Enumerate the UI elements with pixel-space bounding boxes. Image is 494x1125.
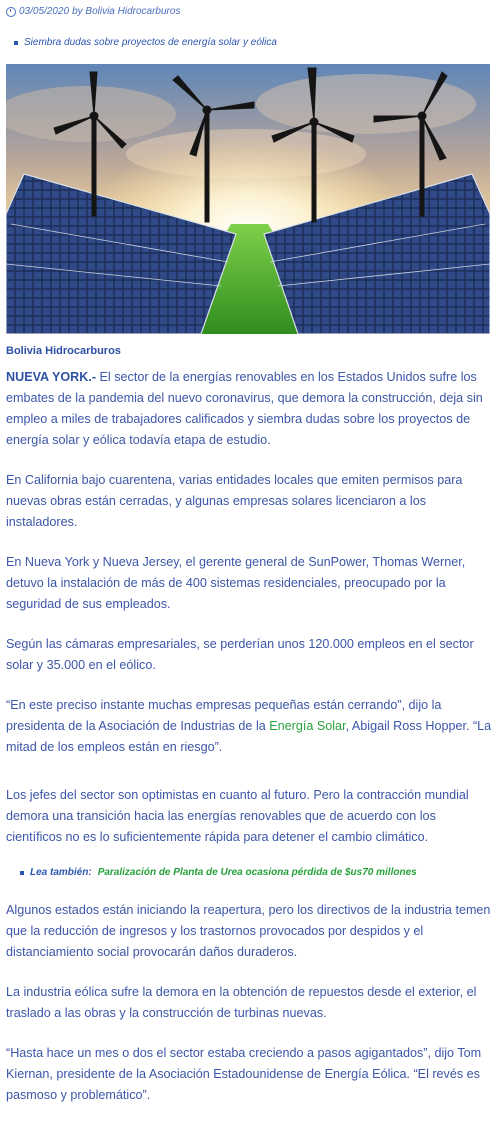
read-also-title[interactable]: Paralización de Planta de Urea ocasiona pérdida de $us70 millones [97, 867, 417, 878]
post-meta [6, 6, 180, 17]
paragraph-1-text: El sector de la energías renovables en los Estados Unidos sufre los embates de la pandemia del nuevo coronavirus, que demora la construcción, deja sin empleo a miles de trabajadores calificados y siembra dudas sobre los proyectos de energía solar y eólica todavía etapa de estudio. [6, 370, 483, 447]
related-link-label[interactable]: Siembra dudas sobre proyectos de energía solar y eólica [24, 37, 277, 48]
dateline: NUEVA YORK.- [6, 370, 97, 384]
post-date: 03/05/2020 [19, 6, 70, 17]
paragraph-8: La industria eólica sufre la demora en la obtención de repuestos desde el exterior, el traslado a las obras y la construcción de turbinas nuevas. [6, 985, 477, 1020]
bullet-icon [14, 41, 18, 45]
paragraph-6: Los jefes del sector son optimistas en cuanto al futuro. Pero la contracción mundial demora una transición hacia las energías renovables que de acuerdo con los científicos no es lo suficientemente rápida para detener el cambio climático. [6, 788, 469, 844]
paragraph-7: Algunos estados están iniciando la reapertura, pero los directivos de la industria temen que la reducción de ingresos y los trastornos provocados por despidos y el distanciamiento social provocarán daños duraderos. [6, 903, 491, 959]
energia-solar-link[interactable]: Energía Solar [269, 719, 346, 733]
related-link[interactable] [14, 37, 277, 48]
paragraph-2: En California bajo cuarentena, varias entidades locales que emiten permisos para nuevas obras están cerradas, y algunas empresas solares licenciaron a los instaladores. [6, 473, 463, 529]
clock-icon [6, 7, 16, 17]
bullet-icon [20, 871, 24, 875]
post-author[interactable]: by Bolivia Hidrocarburos [72, 6, 181, 17]
article-body [6, 367, 492, 1125]
paragraph-9: “Hasta hace un mes o dos el sector estaba creciendo a pasos agigantados”, dijo Tom Kiernan, presidente de la Asociación Estadounidense de Energía Eólica. “El revés es pasmoso y problemático”. [6, 1046, 482, 1102]
paragraph-3: En Nueva York y Nueva Jersey, el gerente general de SunPower, Thomas Werner, detuvo la instalación de más de 400 sistemas residenciales, preocupado por la seguridad de sus empleados. [6, 555, 466, 611]
paragraph-5-text-b: , Abigail Ross Hopper. “La mitad de los empleos están en riesgo”. [6, 719, 492, 754]
read-also[interactable] [20, 862, 492, 883]
paragraph-1 [6, 367, 492, 451]
image-credit: Bolivia Hidrocarburos [6, 345, 121, 357]
paragraph-5 [6, 695, 492, 758]
paragraph-5-text-a: “En este preciso instante muchas empresas pequeñas están cerrando”, dijo la presidenta de la Asociación de Industrias de la [6, 698, 442, 733]
hero-image [6, 64, 490, 334]
read-also-label: Lea también: [30, 867, 92, 878]
paragraph-4: Según las cámaras empresariales, se perderían unos 120.000 empleos en el sector solar y 35.000 en el eólico. [6, 637, 474, 672]
